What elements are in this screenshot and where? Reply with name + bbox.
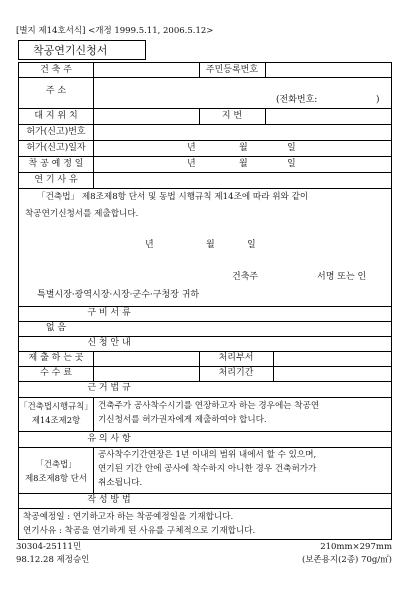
docs-header: 구 비 서 류 — [87, 308, 131, 318]
day-unit: 일 — [287, 143, 296, 153]
permit-date-label: 허가(신고)일자 — [26, 143, 86, 153]
notice-law-line-1: 「건축법」 — [35, 459, 77, 469]
address-label: 주 소 — [45, 86, 67, 96]
date-day: 일 — [247, 240, 256, 250]
row-divider — [19, 306, 391, 307]
permit-no-label: 허가(신고)번호 — [26, 127, 86, 137]
row-divider — [19, 493, 391, 494]
phone-label: (전화번호: — [276, 95, 318, 105]
method-text-line-1: 착공예정일 : 연기하고자 하는 착공예정일을 기재합니다. — [23, 512, 234, 522]
col-divider — [273, 351, 274, 381]
year-unit: 년 — [187, 159, 196, 169]
notice-header: 유 의 사 항 — [87, 434, 131, 444]
fee-label: 수 수 료 — [40, 368, 72, 378]
basis-law-line-1: 「건축법시행규칙」 — [19, 401, 93, 411]
basis-law-line-2: 제14조제2항 — [31, 415, 81, 425]
row-divider — [19, 124, 391, 125]
date-month: 월 — [206, 240, 215, 250]
notice-text-line-2: 연기된 기간 안에 공사에 착수하지 아니한 경우 건축허가가 — [98, 464, 317, 474]
form-header: [별지 제14호서식] <개정 1999.5.11, 2006.5.12> — [16, 26, 214, 36]
applicant-label: 건축주 — [232, 272, 259, 282]
guide-header: 신 청 안 내 — [87, 338, 131, 348]
row-divider — [19, 172, 391, 173]
col-divider — [93, 351, 94, 381]
col-divider — [93, 63, 94, 188]
approval-date: 98.12.28 제정승인 — [16, 555, 90, 565]
signature-label: 서명 또는 인 — [317, 272, 367, 282]
row-divider — [19, 336, 391, 337]
dept-label: 처리부서 — [218, 353, 254, 363]
row-divider — [19, 431, 391, 432]
row-divider — [19, 397, 391, 398]
recipient: 특별시장·광역시장·시장·군수·구청장 귀하 — [37, 290, 200, 300]
statement-line-2: 착공연기신청서를 제출합니다. — [25, 209, 139, 219]
form-title: 착공연기신청서 — [18, 40, 146, 60]
phone-close: ) — [376, 95, 380, 105]
row-divider — [19, 77, 391, 78]
basis-header: 근 거 법 규 — [87, 383, 131, 393]
col-divider — [93, 447, 94, 493]
application-form — [18, 62, 392, 540]
submit-label: 제 출 하 는 곳 — [28, 353, 84, 363]
row-divider — [19, 351, 391, 352]
row-divider — [19, 188, 391, 189]
row-divider — [19, 366, 391, 367]
method-text-line-2: 연기사유 : 착공을 연기하게 된 사유를 구체적으로 기재합니다. — [23, 526, 256, 536]
col-divider — [265, 63, 266, 77]
statement-line-1: 「건축법」 제8조제8항 단서 및 동법 시행규칙 제14조에 따라 위와 같이 — [37, 192, 309, 202]
row-divider — [19, 156, 391, 157]
row-divider — [19, 108, 391, 109]
basis-text-line-2: 기신청서를 허가권자에게 제출하여야 합니다. — [98, 415, 267, 425]
owner-label: 건 축 주 — [40, 65, 72, 75]
col-divider — [93, 397, 94, 431]
site-label: 대 지 위 치 — [34, 111, 78, 121]
method-header: 작 성 방 법 — [87, 495, 131, 505]
notice-text-line-1: 공사착수기간연장은 1년 이내의 범위 내에서 할 수 있으며, — [98, 450, 317, 460]
row-divider — [19, 381, 391, 382]
row-divider — [19, 447, 391, 448]
period-label: 처리기간 — [218, 368, 254, 378]
col-divider — [265, 108, 266, 124]
paper-size: 210mm×297mm — [320, 542, 392, 552]
reason-label: 연 기 사 유 — [34, 175, 78, 185]
notice-text-line-3: 취소됩니다. — [98, 478, 143, 488]
lot-label: 지 번 — [221, 111, 243, 121]
docs-none: 없 음 — [45, 323, 67, 333]
paper-spec: (보존용지(2종) 70g/㎡) — [301, 555, 392, 565]
form-code: 30304-25111민 — [16, 542, 82, 552]
start-date-label: 착 공 예 정 일 — [28, 159, 84, 169]
day-unit: 일 — [287, 159, 296, 169]
month-unit: 월 — [239, 143, 248, 153]
basis-text-line-1: 건축주가 공사착수시기를 연장하고자 하는 경우에는 착공연 — [98, 401, 320, 411]
row-divider — [19, 140, 391, 141]
date-year: 년 — [145, 240, 154, 250]
rrn-label: 주민등록번호 — [205, 65, 259, 75]
year-unit: 년 — [187, 143, 196, 153]
row-divider — [19, 321, 391, 322]
notice-law-line-2: 제8조제8항 단서 — [25, 473, 87, 483]
month-unit: 월 — [239, 159, 248, 169]
row-divider — [19, 508, 391, 509]
